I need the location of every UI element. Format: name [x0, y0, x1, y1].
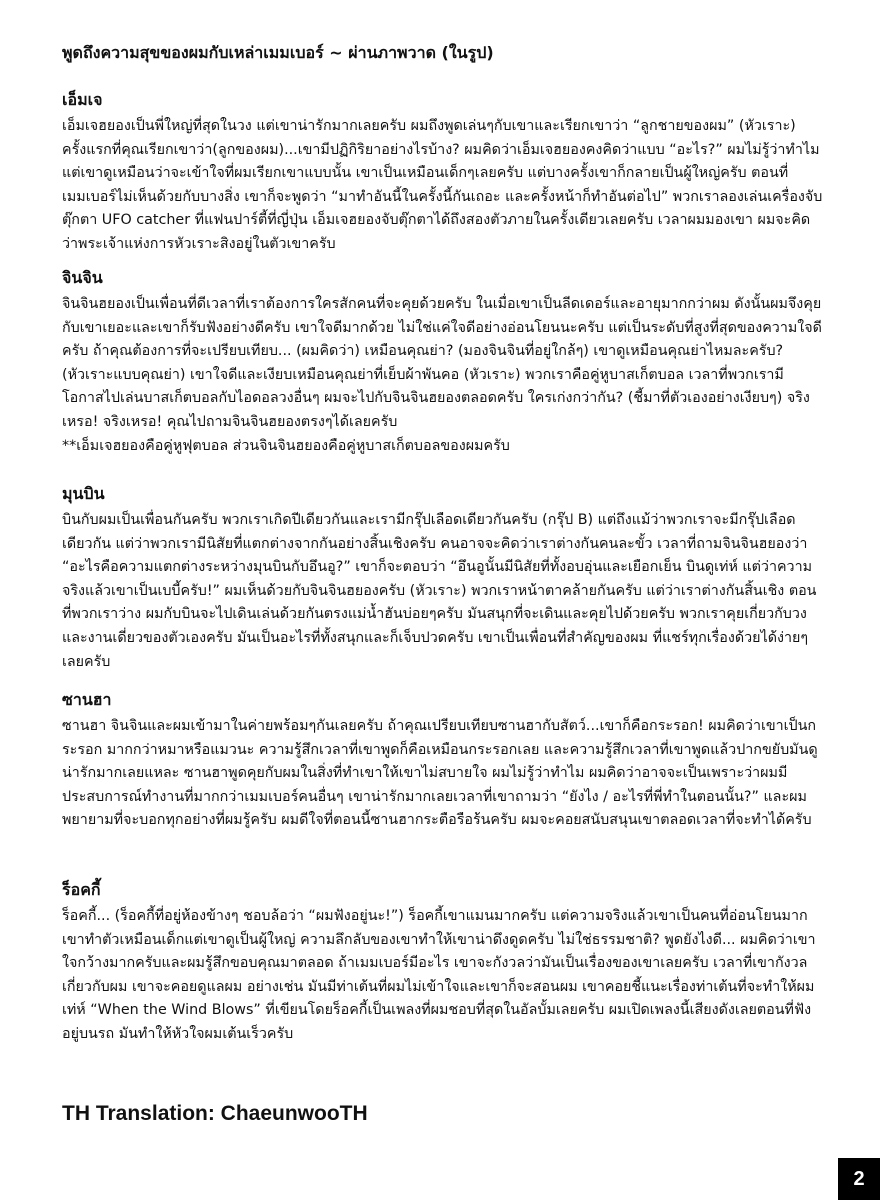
- section-jinjin: [62, 266, 824, 458]
- section-moonbin: [62, 482, 824, 674]
- section-body-sanha: ซานฮา จินจินและผมเข้ามาในค่ายพร้อมๆกันเลยครับ ถ้าคุณเปรียบเทียบซานฮากับสัตว์...เขาก็คือกระรอก! ผมคิดว่าเขาเป็นกระรอก มากกว่าหมาหรือแมวนะ ความรู้สึกเวลาที่เขาพูดก็คือเหมือนกระรอกเลย และความรู้สึกเวลาที่เขาพูดแล้วปากขยับมันดูน่ารักมากเลยแหละ ซานฮาพูดคุยกับผมในสิ่งที่ทำเขาให้เขาไม่สบายใจ ผมไม่รู้ว่าทำไม ผมคิดว่าอาจจะเป็นเพราะว่าผมมีประสบการณ์ทำงานที่มากกว่าเมมเบอร์คนอื่นๆ เขาน่ารักมากเลยเวลาที่เขาถามว่า “ยังไง / อะไรที่พี่ทำในตอนนั้น?” และผมพยายามที่จะบอกทุกอย่างที่ผมรู้ครับ ผมดีใจที่ตอนนี้ซานฮากระตือรือร้นครับ ผมจะคอยสนับสนุนเขาตลอดเวลาที่จะทำได้ครับ: [62, 718, 818, 829]
- page-number-badge: 2: [838, 1158, 880, 1200]
- section-heading-moonbin: มุนบิน: [62, 484, 105, 503]
- section-rocky: [62, 878, 824, 1047]
- section-body-rocky: ร็อคกี้... (ร็อคกี้ที่อยู่ห้องข้างๆ ชอบล้อว่า “ผมฟังอยู่นะ!”) ร็อคกี้เขาแมนมากครับ แต่ความจริงแล้วเขาเป็นคนที่อ่อนโยนมาก เขาทำตัวเหมือนเด็กแต่เขาดูเป็นผู้ใหญ่ ความลึกลับของเขาทำให้เขาน่าดึงดูดครับ ไม่ใช่ธรรมชาติ? พูดยังไงดี... ผมคิดว่าเขาใจกว้างมากครับและผมรู้สึกขอบคุณมาตลอด ถ้าเมมเบอร์มีอะไร เขาจะกังวลว่ามันเป็นเรื่องของเขาเลยครับ เวลาที่เขากังวลเกี่ยวกับผม เขาจะคอยดูแลผม อย่างเช่น มันมีท่าเต้นที่ผมไม่เข้าใจและเขาก็จะสอนผม เขาคอยชี้แนะเรื่องท่าเต้นที่จะทำให้ผมเท่ห์ “When the Wind Blows” ที่เขียนโดยร็อคกี้เป็นเพลงที่ผมชอบที่สุดในอัลบั้มเลยครับ ผมเปิดเพลงนี้เสียงดังเลยตอนที่ฟังอยู่บนรถ มันทำให้หัวใจผมเต้นเร็วครับ: [62, 908, 816, 1042]
- section-heading-mj: เอ็มเจ: [62, 90, 103, 109]
- section-sanha: [62, 688, 824, 833]
- document-title: พูดถึงความสุขของผมกับเหล่าเมมเบอร์ ~ ผ่านภาพวาด (ในรูป): [62, 43, 494, 62]
- section-body-moonbin: บินกับผมเป็นเพื่อนกันครับ พวกเราเกิดปีเดียวกันและเรามีกรุ๊ปเลือดเดียวกันครับ (กรุ๊ป B) แต่ถึงแม้ว่าพวกเราจะมีกรุ๊ปเลือดเดียวกัน แต่ว่าพวกเรามีนิสัยที่แตกต่างจากกันอย่างสิ้นเชิงครับ คนอาจจะคิดว่าเราต่างกันคนละขั้ว เวลาที่ถามจินจินฮยองว่า “อะไรคือความแตกต่างระหว่างมุนบินกับอึนอู?” เขาก็จะตอบว่า “อึนอูนั้นมีนิสัยที่ทั้งอบอุ่นและเยือกเย็น บินดูเท่ห์ แต่ว่าความจริงแล้วเขาเป็นเบบี้ครับ!” ผมเห็นด้วยกับจินจินฮยองครับ (หัวเราะ) พวกเราหน้าตาคล้ายกันครับ แต่ว่าเราต่างกันสิ้นเชิง ตอนที่พวกเราว่าง ผมกับบินจะไปเดินเล่นด้วยกันตรงแม่น้ำฮันบ่อยๆครับ มันสนุกที่จะเดินและคุยไปด้วยครับ พวกเราคุยเกี่ยวกับวงและงานเดี่ยวของตัวเองครับ มันเป็นอะไรที่ทั้งสนุกและก็เจ็บปวดครับ เขาเป็นเพื่อนที่สำคัญของผม ที่แชร์ทุกเรื่องด้วยได้ง่ายๆเลยครับ: [62, 512, 817, 670]
- section-mj: [62, 88, 824, 257]
- translation-credit: TH Translation: ChaeunwooTH: [62, 1102, 368, 1125]
- section-heading-sanha: ซานฮา: [62, 690, 112, 709]
- section-body-jinjin: จินจินฮยองเป็นเพื่อนที่ดีเวลาที่เราต้องการใครสักคนที่จะคุยด้วยครับ ในเมื่อเขาเป็นลีดเดอร์และอายุมากกว่าผม ดังนั้นผมจึงคุยกับเขาเยอะและเขาก็รับฟังอย่างดีครับ เขาใจดีมากด้วย ไม่ใช่แค่ใจดีอย่างอ่อนโยนนะครับ แต่เป็นระดับที่สูงที่สุดของความใจดีครับ ถ้าคุณต้องการที่จะเปรียบเทียบ... (ผมคิดว่า) เหมือนคุณย่า? (มองจินจินที่อยู่ใกล้ๆ) เขาดูเหมือนคุณย่าไหมละครับ? (หัวเราะแบบคุณย่า) เขาใจดีและเงียบเหมือนคุณย่าที่เย็บผ้าพันคอ (หัวเราะ) พวกเราคือคู่หูบาสเก็ตบอล เวลาที่พวกเรามีโอกาสไปเล่นบาสเก็ตบอลกับไอดอลวงอื่นๆ ผมจะไปกับจินจินฮยองตลอดครับ ใครเก่งกว่ากัน? (ชี้มาที่ตัวเองอย่างเงียบๆ) จริงเหรอ! จริงเหรอ! คุณไปถามจินจินฮยองตรงๆได้เลยครับ: [62, 296, 822, 430]
- section-note-jinjin: **เอ็มเจฮยองคือคู่หูฟุตบอล ส่วนจินจินฮยองคือคู่หูบาสเก็ตบอลของผมครับ: [62, 437, 510, 454]
- section-heading-jinjin: จินจิน: [62, 268, 103, 287]
- section-heading-rocky: ร็อคกี้: [62, 880, 101, 899]
- section-body-mj: เอ็มเจฮยองเป็นพี่ใหญ่ที่สุดในวง แต่เขาน่ารักมากเลยครับ ผมถึงพูดเล่นๆกับเขาและเรียกเขาว่า “ลูกชายของผม” (หัวเราะ) ครั้งแรกที่คุณเรียกเขาว่า(ลูกของผม)...เขามีปฏิกิริยาอย่างไรบ้าง? ผมคิดว่าเอ็มเจฮยองคงคิดว่าแบบ “อะไร?” ผมไม่รู้ว่าทำไม แต่เขาดูเหมือนว่าจะเข้าใจที่ผมเรียกเขาแบบนั้น เขาเป็นเหมือนเด็กๆเลยครับ แต่บางครั้งเขาก็กลายเป็นผู้ใหญ่ครับ ตอนที่เมมเบอร์ไม่เห็นด้วยกับบางสิ่ง เขาก็จะพูดว่า “มาทำอันนี้ในครั้งนี้กันเถอะ และครั้งหน้าก็ทำอันต่อไป” พวกเราลองเล่นเครื่องจับตุ๊กตา UFO catcher ที่แฟนปาร์ตี้ที่ญี่ปุ่น เอ็มเจฮยองจับตุ๊กตาได้ถึงสองตัวภายในครั้งเดียวเลยครับ เวลาผมมองเขา ผมจะคิดว่าพระเจ้าแห่งการหัวเราะสิงอยู่ในตัวเขาครับ: [62, 118, 823, 252]
